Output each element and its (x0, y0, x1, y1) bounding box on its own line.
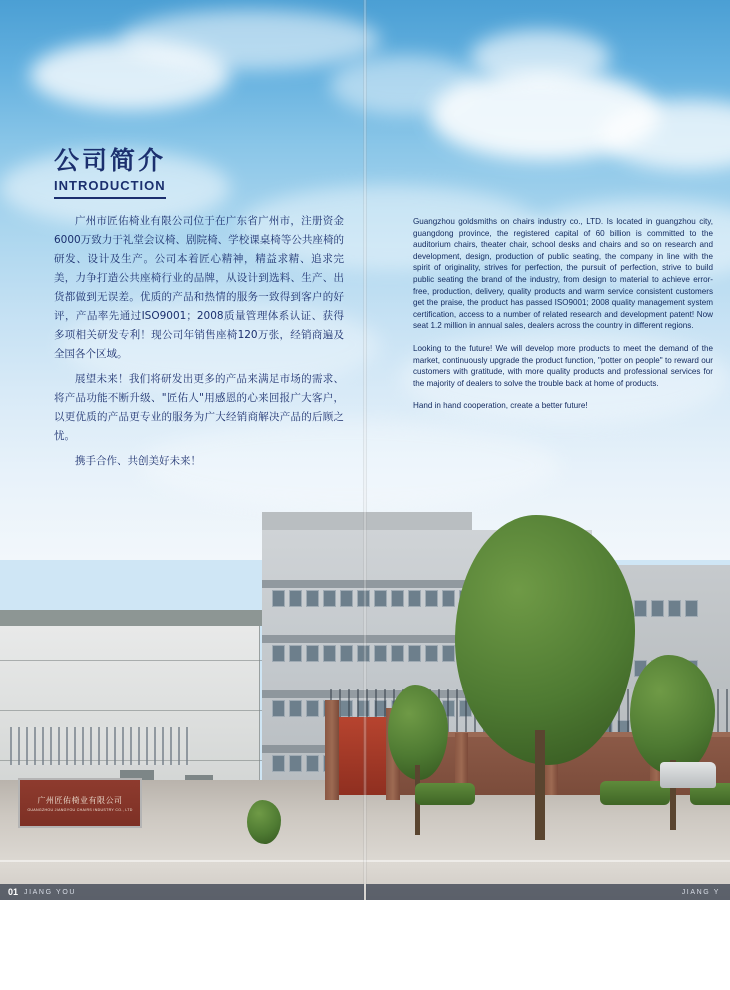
page-footer (0, 884, 730, 900)
english-paragraph: Guangzhou goldsmiths on chairs industry co., LTD. Is located in guangzhou city, guangdong province, the registered capital of 60 billion is committed to the auditorium chairs, theater chair, school desks and chairs and so on research and development, design, production of public seating, the company in line with the spirit of originality, strives for perfection, the pursuit of perfection, strive to build public seating the brand of the industry, from design to material to achieve error-free, production, delivery, quality products and warm service consistent customers get the praise, the product has passed ISO9001; 2008 quality management system certification, access to a number of related research and development patent! Now seat 1.2 million in annual sales, dealers across the country in different regions. (413, 217, 713, 331)
page-fold (363, 0, 367, 900)
footer-right-bar (366, 884, 730, 900)
english-paragraph: Hand in hand cooperation, create a better future! (413, 401, 588, 411)
tree (630, 655, 715, 775)
english-paragraph: Looking to the future! We will develop more products to meet the demand of the market, continuously upgrade the product function, "potter on people" to reward our customers with gratitude, with more quality products and professional services for the majority of dealers to solve the trouble back at home of products. (413, 343, 713, 388)
gate-pillar (325, 700, 339, 800)
cloud-shape (470, 30, 610, 85)
signboard-chinese-text: 广州匠佑椅业有限公司 (37, 795, 123, 805)
page-title-english: INTRODUCTION (54, 178, 166, 193)
chinese-paragraph: 广州市匠佑椅业有限公司位于在广东省广州市，注册资金6000万致力于礼堂会议椅、剧院椅、学校课桌椅等公共座椅的研发、设计及生产。公司本着匠心精神，精益求精、追求完美，力争打造公共座椅行业的品牌，从设计到选料、生产、出货都做到无误差。优质的产品和热情的服务一致得到客户的好评，产品率先通过ISO9001；2008质量管理体系认证、获得多项相关研发专利！现公司年销售座椅120万张，经销商遍及全国各个区域。 (54, 215, 344, 360)
company-signboard (18, 778, 142, 828)
page-number: 01 (8, 887, 19, 897)
chinese-paragraph: 展望未来！我们将研发出更多的产品来满足市场的需求、将产品功能不断升级、"匠佑人"用感恩的心来回报广大客户，以更优质的产品更专业的服务为广大经销商解决产品的后顾之忧。 (54, 373, 344, 442)
page-bottom-margin (0, 900, 730, 990)
footer-brand-left: JIANG YOU (24, 888, 77, 896)
page-title-chinese: 公司简介 (54, 146, 167, 175)
parked-car (660, 762, 716, 788)
hall-roof (0, 610, 262, 626)
title-underline (54, 197, 166, 199)
page-title (54, 146, 166, 199)
chinese-paragraph: 携手合作、共创美好未来！ (75, 455, 201, 467)
small-tree (247, 800, 281, 844)
footer-brand-right: JIANG Y (681, 888, 720, 896)
hall-stripe (0, 660, 262, 661)
tree-trunk (535, 730, 545, 840)
entrance-gate (335, 717, 387, 795)
cloud-shape (120, 10, 380, 70)
signboard-english-text: GUANGZHOU JIANGYOU CHAIRS INDUSTRY CO., LTD (27, 807, 133, 812)
hedge (415, 783, 475, 805)
large-tree (455, 515, 635, 765)
footer-left-bar (0, 884, 364, 900)
chinese-body-text (54, 212, 344, 477)
office-roof-structure (262, 512, 472, 532)
left-fence (10, 727, 190, 765)
english-body-text (413, 216, 713, 423)
hall-stripe (0, 710, 262, 711)
